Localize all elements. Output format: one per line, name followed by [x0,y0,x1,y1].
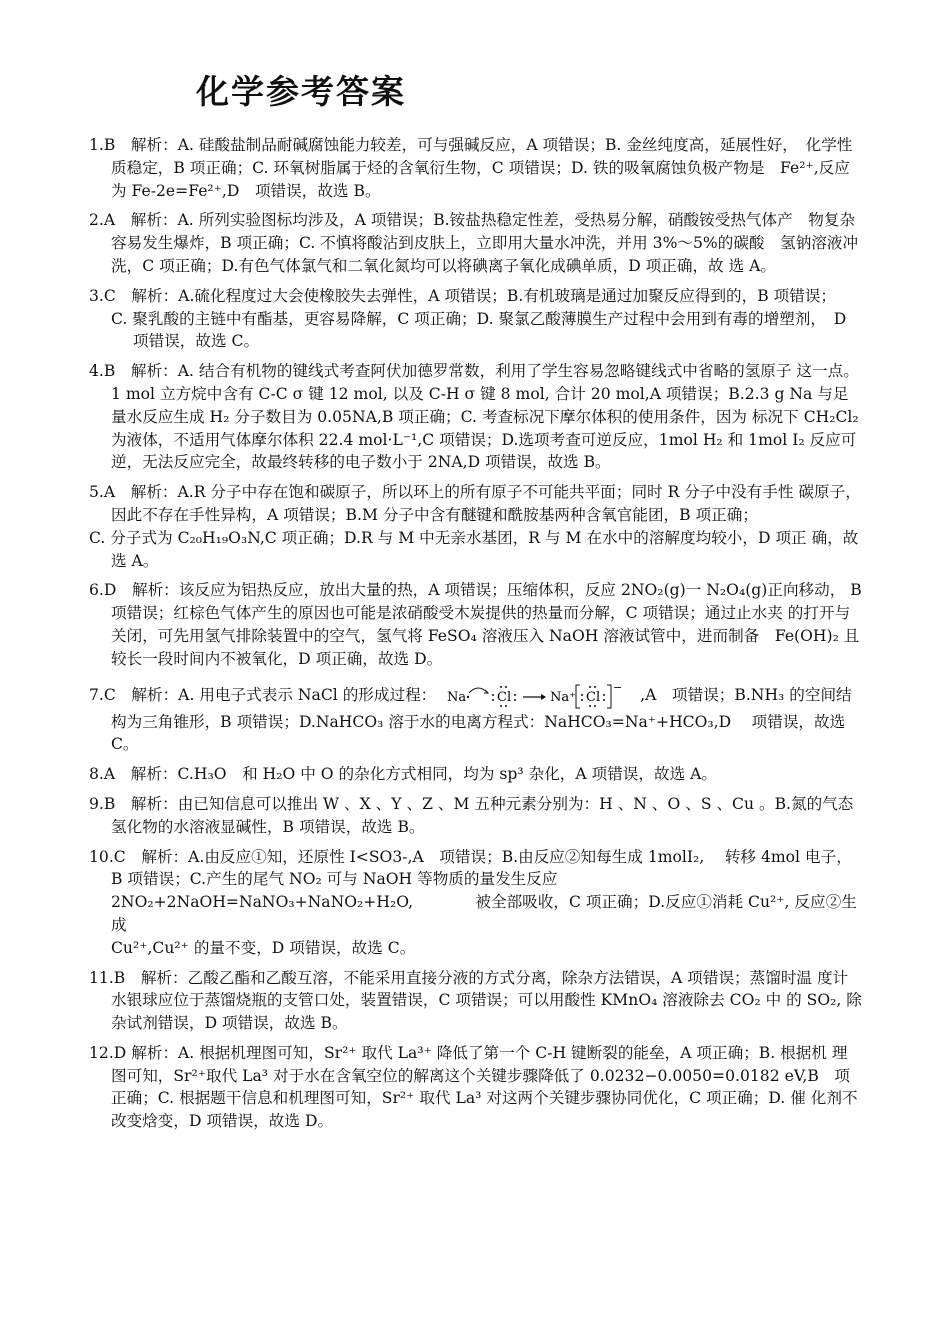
formula-na: Na [447,689,467,705]
answer-text: 11.B 解析：乙酸乙酯和乙酸互溶，不能采用直接分液的方式分离，除杂方法错误，A 项错误；蒸馏时温 度计水银球应位于蒸馏烧瓶的支管口处，装置错误，C 项错误；可以用酸性 KMnO₄ 溶液除去 CO₂ 中 的 SO₂, 除杂试剂错误，D 项错误，故选 B。 [89,968,862,1033]
answer-item-12 [89,1042,863,1133]
answer-text: 8.A 解析：C.H₃O 和 H₂O 中 O 的杂化方式相同，均为 sp³ 杂化，A 项错误，故选 A。 [89,765,717,784]
answer-text: 4.B 解析：A. 结合有机物的键线式考查阿伏加德罗常数，利用了学生容易忽略键线式中省略的氢原子 这一点。1 mol 立方烷中含有 C-C σ 键 12 mol, 以及 C-H σ 键 8 mol, 合计 20 mol,A 项错误；B.2.3 g Na 与足量水反应生成 H₂ 分子数目为 0.05NA,B 项正确；C. 考查标况下摩尔体积的使用条件，因为 标况下 CH₂Cl₂ 为液体，不适用气体摩尔体积 22.4 mol·L⁻¹,C 项错误；D.选项考查可逆反应，1mol H₂ 和 1mol I₂ 反应可逆，无法反应完全，故最终转移的电子数小于 2NA,D 项错误，故选 B。 [89,362,859,472]
answer-item-11 [89,967,863,1035]
answer-text-before-formula: 7.C 解析：A. 用电子式表示 NaCl 的形成过程： [89,685,437,704]
answer-item-6 [89,579,863,670]
answer-item-8 [89,763,863,786]
answer-text: 2.A 解析：A. 所列实验图标均涉及，A 项错误；B.铵盐热稳定性差，受热易分解，硝酸铵受热气体产 物复杂容易发生爆炸，B 项正确；C. 不慎将酸沾到皮肤上，立即用大量水冲洗，并用 3%～5%的碳酸 氢钠溶液冲洗，C 项正确；D.有色气体氯气和二氧化氮均可以将碘离子氧化成碘单质，D 项正确，故 选 A。 [89,211,859,275]
answer-text: 5.A 解析：A.R 分子中存在饱和碳原子，所以环上的所有原子不可能共平面；同时 R 分子中没有手性 碳原子，因此不存在手性异构，A 项错误；B.M 分子中含有醚键和酰胺基两种含氧官能团，B 项正确； [89,483,861,524]
answer-text: 1.B 解析：A. 硅酸盐制品耐碱腐蚀能力较差，可与强碱反应，A 项错误；B. 金丝纯度高，延展性好， 化学性质稳定，B 项正确；C. 环氧树脂属于烃的含氧衍生物，C 项错误；D. 铁的吸氧腐蚀负极产物是 Fe²⁺,反应为 Fe-2e=Fe²⁺,D 项错误，故选 B。 [89,136,853,200]
formula-charge: − [613,680,623,694]
answer-item-1 [89,134,863,202]
na-electron-dot [467,695,469,697]
answer-text [89,681,863,757]
answer-text-continued: 2NO₂+2NaOH=NaNO₃+NaNO₂+H₂O, 被全部吸收，C 项正确；D.反应①消耗 Cu²⁺, 反应②生成 [111,893,857,934]
answer-text: 12.D 解析：A. 根据机理图可知，Sr²⁺ 取代 La³⁺ 降低了第一个 C-H 键断裂的能垒，A 项正确；B. 根据机 理图可知，Sr²⁺取代 La³ 对于水在含氧空位的解离这个关键步骤降低了 0.0232−0.0050=0.0182 eV,B 项正确；C. 根据题干信息和机理图可知，Sr²⁺ 取代 La³ 对这两个关键步骤协同优化，C 项正确；D. 催 化剂不改变焓变，D 项错误，故选 D。 [89,1043,858,1131]
page-title: 化学参考答案 [196,72,406,111]
answer-list [89,134,863,1140]
answer-text-after-formula: ,A 项错误；B.NH₃ 的空间结 构为三角锥形，B 项错误；D.NaHCO₃ 溶于水的电离方程式：NaHCO₃=Na⁺+HCO₃,D 项错误，故选 C。 [111,685,852,754]
answer-text-continued: C. 聚乳酸的主链中有酯基，更容易降解，C 项正确；D. 聚氯乙酸薄膜生产过程中会用到有毒的增塑剂， D 项错误，故选 C。 [111,309,847,351]
answer-item-9 [89,793,863,839]
answer-item-2 [89,209,863,277]
answer-text: 10.C 解析：A.由反应①知，还原性 I<SO3-,A 项错误；B.由反应②知每生成 1molI₂, 转移 4mol 电子， B 项错误；C.产生的尾气 NO₂ 可与 NaOH 等物质的量发生反应 [89,847,860,889]
nacl-electron-formula [445,681,631,711]
answer-text-continued: C. 分子式为 C₂₀H₁₉O₃N,C 项正确；D.R 与 M 中无亲水基团，R 与 M 在水中的溶解度均较小，D 项正 确，故选 A。 [89,528,859,570]
answer-text: 6.D 解析：该反应为铝热反应，放出大量的热，A 项错误；压缩体积，反应 2NO₂(g)一 N₂O₄(g)正向移动， B 项错误；红棕色气体产生的原因也可能是浓硝酸受木炭提供的热量而分解，C 项错误；通过止水夹 的打开与关闭，可先用氢气排除装置中的空气，氢气将 FeSO₄ 溶液压入 NaOH 溶液试管中，进而制备 Fe(OH)₂ 且较长一段时间内不被氧化，D 项正确，故选 D。 [89,581,862,668]
formula-cl-anion: Cl [586,689,601,705]
answer-item-10 [89,846,863,960]
formula-na-plus: Na⁺ [550,689,577,705]
answer-item-3 [89,285,863,353]
answer-text: 3.C 解析：A.硫化程度过大会使橡胶失去弹性，A 项错误；B.有机玻璃是通过加聚反应得到的，B 项错误； [89,286,837,305]
bracket-left [576,685,580,708]
answer-item-5 [89,481,863,572]
formula-cl: Cl [497,689,512,705]
answer-item-7 [89,681,863,757]
answer-text: 9.B 解析：由已知信息可以推出 W 、X 、Y 、Z 、M 五种元素分别为：H 、N 、O 、S 、Cu 。B.氮的气态 氢化物的水溶液显碱性，B 项错误，故选 B。 [89,794,854,836]
answer-item-4 [89,360,863,474]
bracket-right [607,685,611,708]
answer-text-continued: Cu²⁺,Cu²⁺ 的量不变，D 项错误，故选 C。 [111,938,416,957]
